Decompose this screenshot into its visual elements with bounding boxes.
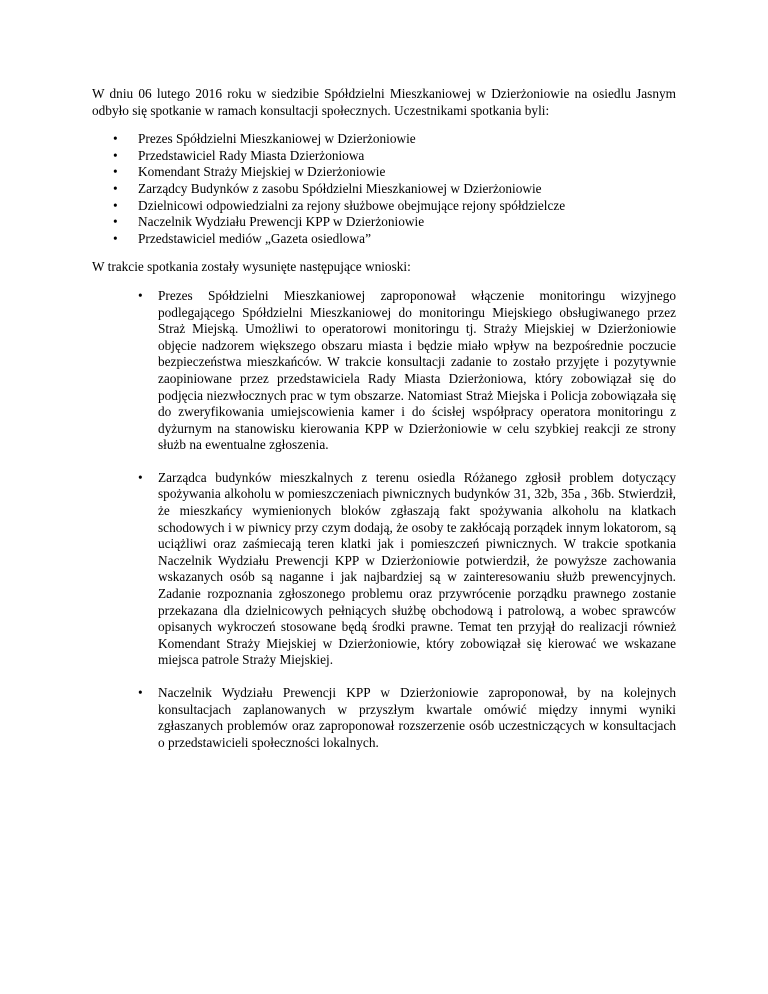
document-page	[92, 86, 676, 767]
list-item	[92, 214, 676, 231]
list-item	[92, 288, 676, 454]
participants-list	[92, 131, 676, 247]
list-item	[92, 231, 676, 248]
list-item	[92, 198, 676, 215]
proposal-text: Naczelnik Wydziału Prewencji KPP w Dzierżoniowie zaproponował, by na kolejnych konsultacjach zaplanowanych w przyszłym kwartale omówić między innymi wyniki zgłaszanych problemów oraz zaproponował rozszerzenie osób uczestniczących w konsultacjach o przedstawicieli społeczności lokalnych.	[158, 685, 676, 750]
list-item	[92, 131, 676, 148]
participant-text: Zarządcy Budynków z zasobu Spółdzielni Mieszkaniowej w Dzierżoniowie	[138, 180, 542, 196]
participant-text: Prezes Spółdzielni Mieszkaniowej w Dzierżoniowie	[138, 131, 416, 147]
bullet-icon: •	[113, 230, 118, 246]
list-item	[92, 470, 676, 669]
proposal-text: Zarządca budynków mieszkalnych z terenu osiedla Różanego zgłosił problem dotyczący spożywania alkoholu w pomieszczeniach piwnicznych budynków 31, 32b, 35a , 36b. Stwierdził, że mieszkańcy wymienionych bloków zgłaszają fakt spożywania alkoholu na klatkach schodowych i w piwnicy przy czym dodają, że osoby te zakłócają porządek innym lokatorom, są uciążliwi oraz zaśmiecają teren klatki jak i pomieszczeń piwnicznych. W trakcie spotkania Naczelnik Wydziału Prewencji KPP w Dzierżoniowie potwierdził, że powyższe zachowania wskazanych osób są naganne i jak najbardziej są w zainteresowaniu służb prewencyjnych. Zadanie rozpoznania zgłoszonego problemu oraz przywrócenie porządku prawnego zostanie przekazana dla dzielnicowych pełniących służbę obchodową i patrolową, a wobec sprawców opisanych wykroczeń stosowane będą środki prawne. Temat ten przyjął do realizacji również Komendant Straży Miejskiej w Dzierżoniowie, który zobowiązał się kierować we wskazane miejsca patrole Straży Miejskiej.	[158, 469, 676, 668]
bullet-icon: •	[113, 164, 118, 180]
bullet-icon: •	[138, 469, 143, 485]
list-item	[92, 685, 676, 751]
bullet-icon: •	[113, 180, 118, 196]
participant-text: Przedstawiciel mediów „Gazeta osiedlowa”	[138, 230, 371, 246]
proposals-intro: W trakcie spotkania zostały wysunięte następujące wnioski:	[92, 259, 411, 275]
list-item	[92, 181, 676, 198]
bullet-icon: •	[113, 147, 118, 163]
bullet-icon: •	[138, 287, 143, 303]
participant-text: Dzielnicowi odpowiedzialni za rejony służbowe obejmujące rejony spółdzielcze	[138, 197, 566, 213]
intro-paragraph: W dniu 06 lutego 2016 roku w siedzibie Spółdzielni Mieszkaniowej w Dzierżoniowie na osiedlu Jasnym odbyło się spotkanie w ramach konsultacji społecznych. Uczestnikami spotkania byli:	[92, 86, 676, 118]
bullet-icon: •	[113, 214, 118, 230]
bullet-icon: •	[113, 131, 118, 147]
bullet-icon: •	[113, 197, 118, 213]
participant-text: Przedstawiciel Rady Miasta Dzierżoniowa	[138, 147, 365, 163]
proposals-list	[92, 288, 676, 751]
list-item	[92, 148, 676, 165]
participant-text: Naczelnik Wydziału Prewencji KPP w Dzierżoniowie	[138, 214, 425, 230]
proposal-text: Prezes Spółdzielni Mieszkaniowej zaproponował włączenie monitoringu wizyjnego podlegającego Spółdzielni Mieszkaniowej do monitoringu Miejskiego obsługiwanego przez Straż Miejską. Umożliwi to operatorowi monitoringu tj. Straży Miejskiej w Dzierżoniowie objęcie nadzorem większego obszaru miasta i będzie miało wpływ na bezpośrednie poczucie bezpieczeństwa mieszkańców. W trakcie konsultacji zadanie to zostało przyjęte i pozytywnie zaopiniowane przez przedstawiciela Rady Miasta Dzierżoniowa, który zobowiązał się do podjęcia niezwłocznych prac w tym obszarze. Natomiast Straż Miejska i Policja zobowiązała się do zweryfikowania umiejscowienia kamer i do ścisłej współpracy operatora monitoringu z dyżurnym na stanowisku kierowania KPP w Dzierżoniowie w celu szybkiej reakcji ze strony służb na ewentualne zgłoszenia.	[158, 287, 676, 453]
bullet-icon: •	[138, 685, 143, 700]
list-item	[92, 164, 676, 181]
participant-text: Komendant Straży Miejskiej w Dzierżoniowie	[138, 164, 386, 180]
